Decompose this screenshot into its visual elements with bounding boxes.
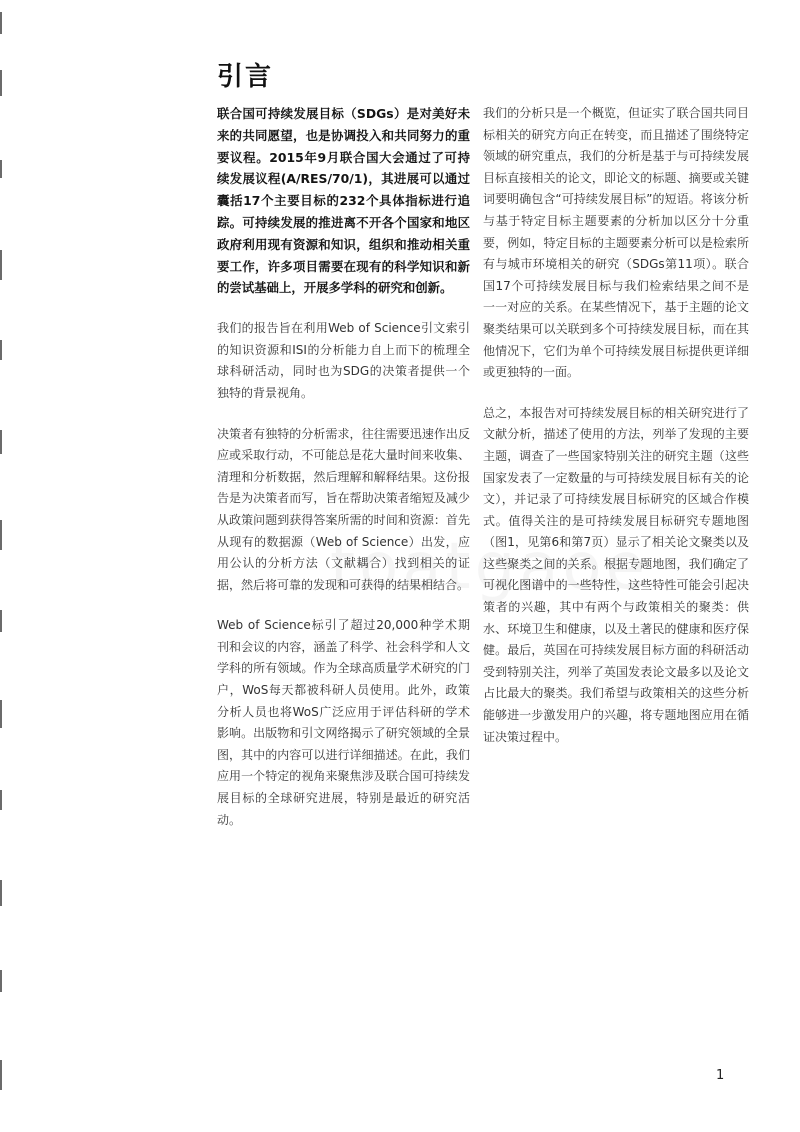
body-paragraph: 决策者有独特的分析需求，往往需要迅速作出反应或采取行动，不可能总是花大量时间来收集、清理和分析数据，然后理解和解释结果。这份报告是为决策者而写，旨在帮助决策者缩短及减少从政策问题到获得答案所需的时间和资源：首先从现有的数据源（Web of Science）出发，应用公认的分析方法（文献耦合）找到相关的证据，然后将可靠的发现和可获得的结果相结合。 [217,426,470,592]
body-paragraph: 我们的报告旨在利用Web of Science引文索引的知识资源和ISI的分析能力自上而下的梳理全球科研活动，同时也为SDG的决策者提供一个独特的背景视角。 [217,321,470,400]
body-paragraph: Web of Science标引了超过20,000种学术期刊和会议的内容，涵盖了科学、社会科学和人文学科的所有领域。作为全球高质量学术研究的门户，WoS每天都被科研人员使用。此外，政策分析人员也将WoS广泛应用于评估科研的学术影响。出版物和引文网络揭示了研究领域的全景图，其中的内容可以进行详细描述。在此，我们应用一个特定的视角来聚焦涉及联合国可持续发展目标的全球研究进展，特别是最近的研究活动。 [217,618,470,827]
right-column [483,103,749,767]
body-paragraph: 我们的分析只是一个概览，但证实了联合国共同目标相关的研究方向正在转变，而且描述了围绕特定领域的研究重点，我们的分析是基于与可持续发展目标直接相关的论文，即论文的标题、摘要或关键词要明确包含“可持续发展目标”的短语。将该分析与基于特定目标主题要素的分析加以区分十分重要，例如，特定目标的主题要素分析可以是检索所有与城市环境相关的研究（SDGs第11项）。联合国17个可持续发展目标与我们检索结果之间不是一一对应的关系。在某些情况下，基于主题的论文聚类结果可以关联到多个可持续发展目标，而在其他情况下，它们为单个可持续发展目标提供更详细或更独特的一面。 [483,106,749,380]
page-number: 1 [716,1068,725,1083]
page-title: 引言 [217,62,274,92]
lead-paragraph: 联合国可持续发展目标（SDGs）是对美好未来的共同愿望，也是协调投入和共同努力的重要议程。2015年9月联合国大会通过了可持续发展议程(A/RES/70/1)，其进展可以通过囊括17个主要目标的232个具体指标进行追踪。可持续发展的推进离不开各个国家和地区政府利用现有资源和知识，组织和推动相关重要工作，许多项目需要在现有的科学知识和新的尝试基础上，开展多学科的研究和创新。 [217,106,470,296]
left-column [217,103,470,850]
body-paragraph: 总之，本报告对可持续发展目标的相关研究进行了文献分析，描述了使用的方法，列举了发现的主要主题，调查了一些国家特别关注的研究主题（这些国家发表了一定数量的与可持续发展目标有关的论文），并记录了可持续发展目标研究的区域合作模式。值得关注的是可持续发展目标研究专题地图（图1，见第6和第7页）显示了相关论文聚类以及这些聚类之间的关系。根据专题地图，我们确定了可视化图谱中的一些特性，这些特性可能会引起决策者的兴趣，其中有两个与政策相关的聚类：供水、环境卫生和健康，以及土著民的健康和医疗保健。最后，英国在可持续发展目标方面的科研活动受到特别关注，列举了英国发表论文最多以及论文占比最大的聚类。我们希望与政策相关的这些分析能够进一步激发用户的兴趣，将专题地图应用在循证决策过程中。 [483,405,749,744]
